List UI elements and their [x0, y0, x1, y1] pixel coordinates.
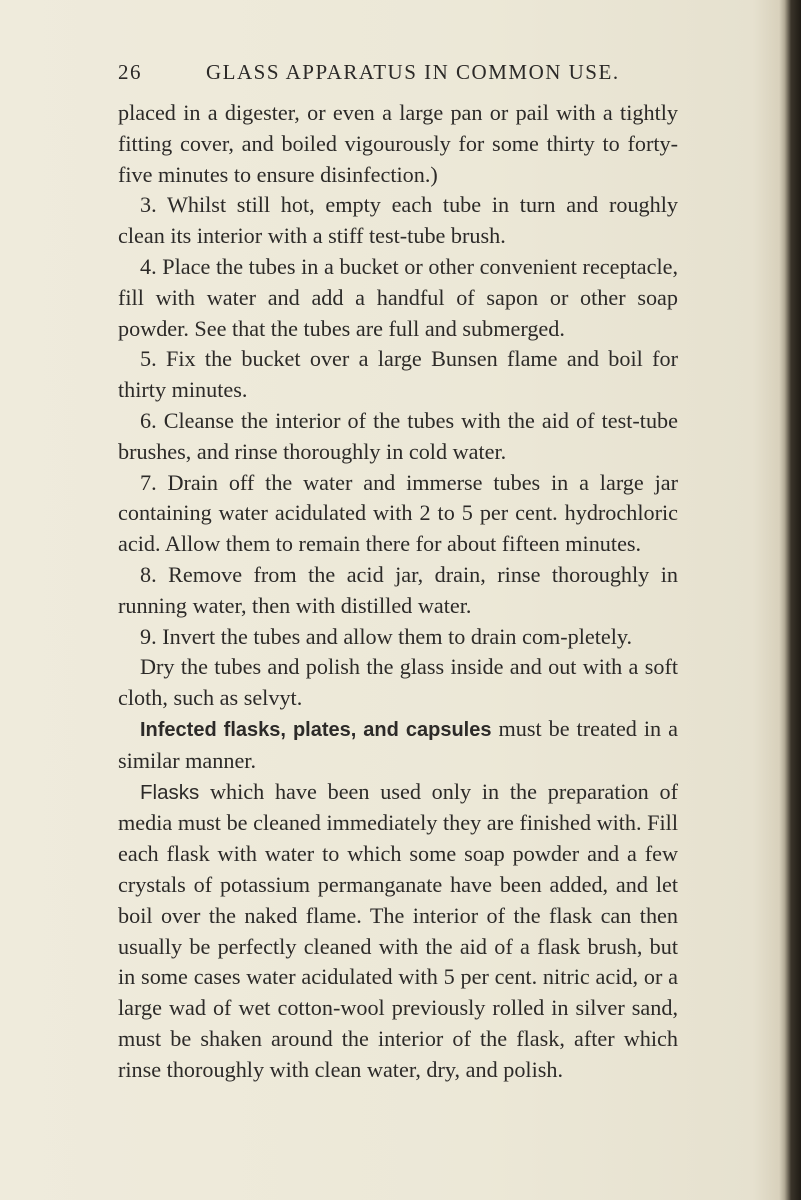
- paragraph-continuation: placed in a digester, or even a large pan or pail with a tightly fitting cover, and boiled vigourously for some thirty to forty-five minutes to ensure disinfection.): [118, 100, 678, 187]
- infected-paragraph: [118, 714, 678, 777]
- step-3: 3. Whilst still hot, empty each tube in turn and roughly clean its interior with a stiff test-tube brush.: [118, 192, 678, 249]
- page-header: [118, 60, 678, 88]
- step-4: 4. Place the tubes in a bucket or other convenient receptacle, fill with water and add a handful of sapon or other soap powder. See that the tubes are full and submerged.: [118, 253, 678, 341]
- infected-text: must be treated in a similar manner.: [118, 715, 678, 773]
- drying-paragraph: Dry the tubes and polish the glass inside and out with a soft cloth, such as selvyt.: [118, 654, 678, 711]
- step-9: 9. Invert the tubes and allow them to drain com-pletely.: [140, 623, 633, 649]
- body-text: [118, 98, 678, 1086]
- step-8: 8. Remove from the acid jar, drain, rinse thoroughly in running water, then with distilled water.: [118, 561, 678, 618]
- step-6: 6. Cleanse the interior of the tubes with the aid of test-tube brushes, and rinse thoroughly in cold water.: [118, 407, 678, 464]
- page-number: 26: [118, 60, 142, 84]
- infected-heading: Infected flasks, plates, and capsules: [140, 718, 492, 741]
- flasks-text: which have been used only in the preparation of media must be cleaned immediately they are finished with. Fill each flask with water to which some soap powder and a few crystals of potassium permanganate have been added, and let boil over the naked flame. The interior of the flask can then usually be perfectly cleaned with the aid of a flask brush, but in some cases water acidulated with 5 per cent. nitric acid, or a large wad of wet cotton-wool previously rolled in silver sand, must be shaken around the interior of the flask, after which rinse thoroughly with clean water, dry, and polish.: [118, 778, 678, 1082]
- running-title: GLASS APPARATUS IN COMMON USE.: [206, 60, 620, 84]
- step-5: 5. Fix the bucket over a large Bunsen flame and boil for thirty minutes.: [118, 346, 678, 403]
- step-7: 7. Drain off the water and immerse tubes in a large jar containing water acidulated with 2 to 5 per cent. hydrochloric acid. Allow them to remain there for about fifteen minutes.: [118, 469, 678, 557]
- flasks-heading: Flasks: [140, 780, 200, 804]
- flasks-paragraph: [118, 777, 678, 1086]
- binding-shadow: [779, 0, 801, 1200]
